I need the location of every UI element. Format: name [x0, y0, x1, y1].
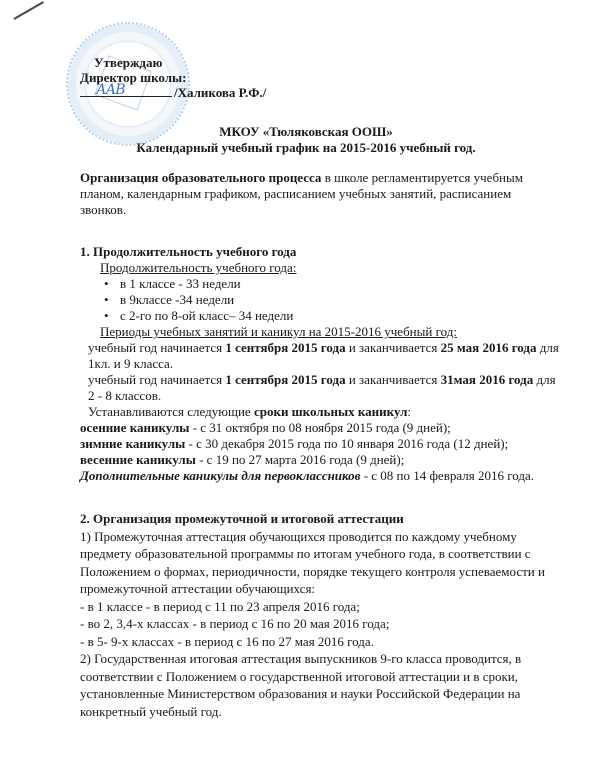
list-item: • с 2-го по 8-ой класс– 34 недели [104, 308, 560, 324]
director-title: Директор школы: [80, 70, 187, 85]
section1-heading: 1. Продолжительность учебного года [80, 244, 297, 259]
pen-mark [14, 1, 44, 20]
section2-heading: 2. Организация промежуточной и итоговой аттестации [80, 511, 404, 526]
period-2: учебный год начинается 1 сентября 2015 года и заканчивается 31мая 2016 года для 2 - 8 классов. [88, 372, 556, 403]
document-title: Календарный учебный график на 2015-2016 учебный год. [136, 140, 476, 155]
list-item: - в 5- 9-х классах - в период с 16 по 27 мая 2016 года. [80, 633, 374, 649]
signature-line [80, 96, 172, 97]
attestation-paragraph-1: 1) Промежуточная аттестация обучающихся проводится по каждому учебному предмету образовательной программы по итогам учебного года, в соответствии с Положением о формах, периодичности, порядке текущего контроля успеваемости и промежуточной аттестации обучающихся: [80, 528, 545, 596]
intro-text: в школе регламентируется учебным планом, календарным графиком, расписанием учебных занятий, расписанием звонков. [80, 170, 523, 217]
periods-subheading: Периоды учебных занятий и каникул на 2015-2016 учебный год: [100, 324, 457, 339]
duration-subheading: Продолжительность учебного года: [100, 260, 297, 275]
document-body [80, 170, 560, 720]
list-item: - в 1 классе - в период с 11 по 23 апреля 2016 года; [80, 598, 360, 614]
organization-name: МКОУ «Тюляковская ООШ» [219, 124, 393, 139]
holidays-intro: Устанавливаются следующие сроки школьных каникул: [88, 404, 412, 419]
attestation-paragraph-2: 2) Государственная итоговая аттестация выпускников 9-го класса проводится, в соответствии с Положением о государственной итоговой аттестации и в сроки, установленные Министерством образования и науки Российской Федерации на конкретный учебный год. [80, 651, 522, 719]
list-item: • в 9классе -34 недели [104, 292, 560, 308]
holiday-extra: Дополнительные каникулы для первоклассников - с 08 по 14 февраля 2016 года. [80, 468, 534, 483]
duration-list [80, 276, 560, 324]
list-item: • в 1 классе - 33 недели [104, 276, 560, 292]
director-name: /Халикова Р.Ф./ [174, 85, 267, 100]
period-1: учебный год начинается 1 сентября 2015 года и заканчивается 25 мая 2016 года для 1кл. и 9 класса. [88, 340, 559, 371]
intro-paragraph [80, 170, 560, 218]
approval-label: Утверждаю [94, 55, 163, 70]
holiday-spring: весенние каникулы - с 19 по 27 марта 2016 года (9 дней); [80, 452, 405, 467]
intro-bold: Организация образовательного процесса [80, 170, 322, 185]
list-item: - во 2, 3,4-х классах - в период с 16 по 20 мая 2016 года; [80, 616, 390, 631]
holiday-winter: зимние каникулы - с 30 декабря 2015 года по 10 января 2016 года (12 дней); [80, 436, 509, 451]
holiday-autumn: осенние каникулы - с 31 октября по 08 ноября 2015 года (9 дней); [80, 420, 451, 435]
signature: ААВ [96, 82, 125, 98]
